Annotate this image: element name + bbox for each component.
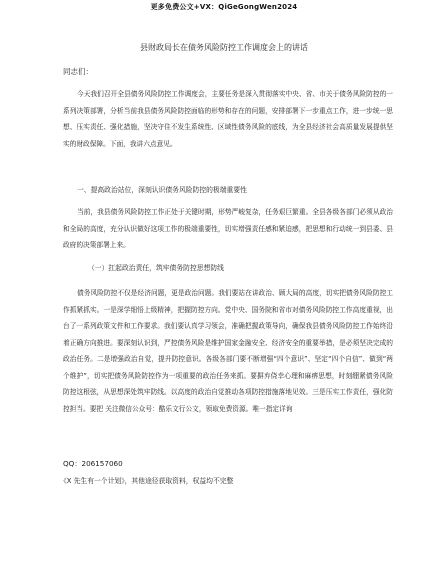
salutation: 同志们：	[63, 67, 93, 76]
promo-header: 更多免费公文+VX：QiGeGongWen2024	[150, 3, 298, 11]
subsection-1-paragraph: 债务风险防控不仅是经济问题，更是政治问题。我们要站在讲政治、顾大局的高度，切实把债务风险防控工作抓紧抓实。一是深学细悟上级精神，把握防控方向。党中央、国务院和省市对债务风险防控工作高度重视，出台了一系列政策文件和工作要求。我们要认真学习领会，准确把握政策导向，确保我县债务风险防控工作始终沿着正确方向推进。要深刻认识到，严控债务风险是维护国家金融安全、经济安全的重要举措，是必须坚决完成的政治任务。二是增强政治自觉，提升防控意识。各级各部门要不断增强“四个意识”、坚定“四个自信”、做到“两个维护”，切实把债务风险防控作为一项重要的政治任务来抓。要摒弃侥幸心理和麻痹思想，时刻绷紧债务风险防控这根弦，从思想深处筑牢防线。以高度的政治自觉推动各项防控措施落地见效。三是压实工作责任，强化防控担当。要把 关注微信公众号：酷乐文行公文，领取免费资源。唯一指定详询	[63, 289, 393, 413]
section-heading-1: 一、提高政治站位，深刻认识债务风险防控的极端重要性	[77, 186, 247, 194]
subsection-heading-1: （一）扛起政治责任，筑牢债务防控思想防线	[88, 264, 224, 272]
footer-note: 《X 先生有一个计划》，其他途径获取资料，权益均不完整	[60, 477, 234, 485]
qq-contact: QQ：206157060	[63, 459, 123, 468]
section-1-paragraph: 当前，我县债务风险防控工作正处于关键时期，形势严峻复杂，任务艰巨繁重。全县各级各部门必须从政治和全局的高度，充分认识做好这项工作的极端重要性，切实增强责任感和紧迫感，把思想和行动统一到县委、县政府的决策部署上来。	[63, 208, 393, 249]
intro-paragraph: 今天我们召开全县债务风险防控工作调度会，主要任务是深入贯彻落实中央、省、市关于债务风险防控的一系列决策部署，分析当前我县债务风险防控面临的形势和存在的问题，安排部署下一步重点工作，进一步统一思想、压实责任、强化措施，坚决守住不发生系统性、区域性债务风险的底线，为全县经济社会高质量发展提供坚实的财政保障。下面，我讲六点意见。	[63, 90, 393, 148]
document-title: 县财政局长在债务风险防控工作调度会上的讲话	[140, 43, 308, 52]
